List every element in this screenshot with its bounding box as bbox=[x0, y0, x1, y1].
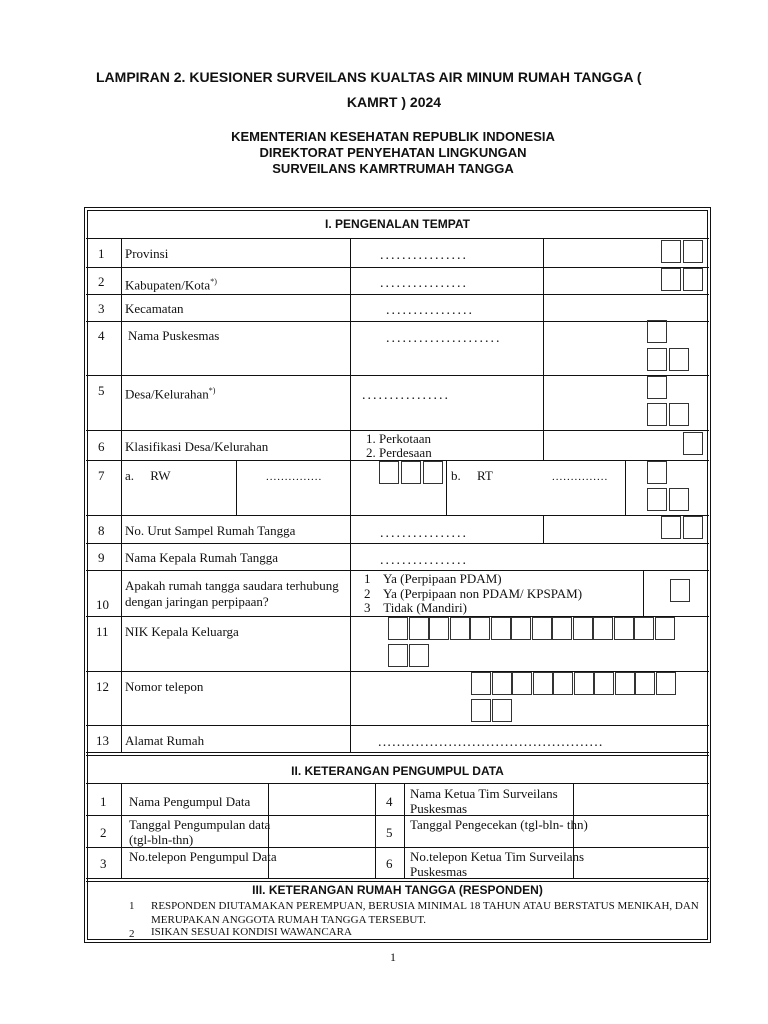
digit-box[interactable] bbox=[388, 644, 408, 667]
row-10-label-line1: Apakah rumah tangga saudara terhubung bbox=[125, 578, 339, 593]
digit-box[interactable] bbox=[593, 617, 613, 640]
s2-row-3-label: No.telepon Pengumpul Data bbox=[129, 849, 277, 864]
digit-box[interactable] bbox=[388, 617, 408, 640]
s2-row-1-number: 1 bbox=[100, 794, 107, 809]
row-7-number: 7 bbox=[98, 468, 105, 483]
code-box[interactable] bbox=[670, 579, 690, 602]
digit-box[interactable] bbox=[512, 672, 532, 695]
digit-box[interactable] bbox=[573, 617, 593, 640]
document-title-line1: LAMPIRAN 2. KUESIONER SURVEILANS KUALTAS AIR MINUM RUMAH TANGGA ( bbox=[96, 69, 642, 85]
code-box[interactable] bbox=[647, 320, 667, 343]
row-7-rt-dots[interactable]: ............... bbox=[552, 471, 609, 483]
section-3-title: III. KETERANGAN RUMAH TANGGA (RESPONDEN) bbox=[252, 883, 543, 897]
code-box[interactable] bbox=[401, 461, 421, 484]
row-2-number: 2 bbox=[98, 274, 105, 289]
s2-row-4-label-line1: Nama Ketua Tim Surveilans bbox=[410, 786, 558, 801]
row-9-label: Nama Kepala Rumah Tangga bbox=[125, 550, 278, 565]
row-5-fill-dots[interactable]: ................ bbox=[362, 388, 450, 403]
code-box[interactable] bbox=[647, 376, 667, 399]
row-9-fill-dots[interactable]: ................ bbox=[380, 553, 468, 568]
row-5-label: Desa/Kelurahan*) bbox=[125, 386, 216, 402]
row-3-number: 3 bbox=[98, 301, 105, 316]
org-line-3: SURVEILANS KAMRTRUMAH TANGGA bbox=[272, 161, 514, 176]
digit-box[interactable] bbox=[429, 617, 449, 640]
digit-box[interactable] bbox=[574, 672, 594, 695]
s2-row-6-label-line1: No.telepon Ketua Tim Surveilans bbox=[410, 849, 585, 864]
code-box[interactable] bbox=[423, 461, 443, 484]
s2-row-6-number: 6 bbox=[386, 856, 393, 871]
row-2-label: Kabupaten/Kota*) bbox=[125, 277, 217, 293]
row-12-label: Nomor telepon bbox=[125, 679, 204, 694]
digit-box[interactable] bbox=[450, 617, 470, 640]
code-box[interactable] bbox=[647, 488, 667, 511]
row-11-number: 11 bbox=[96, 624, 109, 639]
s3-note-2-number: 2 bbox=[129, 928, 135, 940]
s2-row-5-label: Tanggal Pengecekan (tgl-bln- thn) bbox=[410, 817, 588, 832]
s2-row-5-number: 5 bbox=[386, 825, 393, 840]
row-8-label: No. Urut Sampel Rumah Tangga bbox=[125, 523, 296, 538]
row-5-number: 5 bbox=[98, 383, 105, 398]
digit-box[interactable] bbox=[634, 617, 654, 640]
code-box[interactable] bbox=[683, 268, 703, 291]
code-box[interactable] bbox=[661, 240, 681, 263]
digit-box[interactable] bbox=[656, 672, 676, 695]
digit-box[interactable] bbox=[471, 699, 491, 722]
code-box[interactable] bbox=[661, 516, 681, 539]
digit-box[interactable] bbox=[655, 617, 675, 640]
row-6-label: Klasifikasi Desa/Kelurahan bbox=[125, 439, 269, 454]
row-6-option-1: 1. Perkotaan bbox=[366, 431, 431, 446]
s3-note-1-line2: MERUPAKAN ANGGOTA RUMAH TANGGA TERSEBUT. bbox=[151, 914, 426, 926]
code-box[interactable] bbox=[661, 268, 681, 291]
row-10-label-line2: dengan jaringan perpipaan? bbox=[125, 594, 269, 609]
row-4-label: Nama Puskesmas bbox=[128, 328, 220, 343]
row-10-option-2: 2 Ya (Perpipaan non PDAM/ KPSPAM) bbox=[364, 586, 583, 601]
code-box[interactable] bbox=[683, 240, 703, 263]
row-4-fill-dots[interactable]: ..................... bbox=[386, 331, 502, 346]
row-3-fill-dots[interactable]: ................ bbox=[386, 303, 474, 318]
digit-box[interactable] bbox=[553, 672, 573, 695]
row-11-label: NIK Kepala Keluarga bbox=[125, 624, 239, 639]
code-box[interactable] bbox=[683, 516, 703, 539]
digit-box[interactable] bbox=[492, 672, 512, 695]
section-1-title: I. PENGENALAN TEMPAT bbox=[325, 217, 470, 231]
row-13-number: 13 bbox=[96, 733, 109, 748]
s2-row-3-number: 3 bbox=[100, 856, 107, 871]
s2-row-6-label-line2: Puskesmas bbox=[410, 864, 468, 879]
row-13-fill-dots[interactable]: ................................................ bbox=[378, 735, 604, 750]
code-box[interactable] bbox=[669, 348, 689, 371]
s2-row-1-label: Nama Pengumpul Data bbox=[129, 794, 251, 809]
digit-box[interactable] bbox=[615, 672, 635, 695]
digit-box[interactable] bbox=[532, 617, 552, 640]
row-12-number: 12 bbox=[96, 679, 109, 694]
code-box[interactable] bbox=[379, 461, 399, 484]
row-9-number: 9 bbox=[98, 550, 105, 565]
row-10-option-3: 3 Tidak (Mandiri) bbox=[364, 600, 467, 615]
digit-box[interactable] bbox=[511, 617, 531, 640]
row-7-rw-dots[interactable]: ............... bbox=[266, 471, 323, 483]
code-box[interactable] bbox=[683, 432, 703, 455]
s3-note-2-line1: ISIKAN SESUAI KONDISI WAWANCARA bbox=[151, 926, 352, 938]
s3-note-1-number: 1 bbox=[129, 900, 135, 912]
row-8-number: 8 bbox=[98, 523, 105, 538]
digit-box[interactable] bbox=[409, 617, 429, 640]
section-2-title: II. KETERANGAN PENGUMPUL DATA bbox=[291, 764, 504, 778]
document-title-line2: KAMRT ) 2024 bbox=[346, 94, 442, 110]
s2-row-4-number: 4 bbox=[386, 794, 393, 809]
row-6-number: 6 bbox=[98, 439, 105, 454]
digit-box[interactable] bbox=[594, 672, 614, 695]
digit-box[interactable] bbox=[471, 672, 491, 695]
digit-box[interactable] bbox=[491, 617, 511, 640]
s3-note-1-line1: RESPONDEN DIUTAMAKAN PEREMPUAN, BERUSIA MINIMAL 18 TAHUN ATAU BERSTATUS MENIKAH, DAN bbox=[151, 900, 699, 912]
row-7-rt-label: b. RT bbox=[451, 468, 493, 483]
row-1-fill-dots[interactable]: ................ bbox=[380, 248, 468, 263]
org-line-2: DIREKTORAT PENYEHATAN LINGKUNGAN bbox=[259, 145, 527, 160]
code-box[interactable] bbox=[669, 488, 689, 511]
digit-box[interactable] bbox=[533, 672, 553, 695]
row-13-label: Alamat Rumah bbox=[125, 733, 205, 748]
s2-row-2-number: 2 bbox=[100, 825, 107, 840]
digit-box[interactable] bbox=[635, 672, 655, 695]
org-line-1: KEMENTERIAN KESEHATAN REPUBLIK INDONESIA bbox=[231, 129, 555, 144]
row-1-number: 1 bbox=[98, 246, 105, 261]
code-box[interactable] bbox=[669, 403, 689, 426]
code-box[interactable] bbox=[647, 461, 667, 484]
digit-box[interactable] bbox=[409, 644, 429, 667]
row-10-option-1: 1 Ya (Perpipaan PDAM) bbox=[364, 571, 502, 586]
s2-row-4-label-line2: Puskesmas bbox=[410, 801, 468, 816]
row-1-label: Provinsi bbox=[125, 246, 169, 261]
row-6-option-2: 2. Perdesaan bbox=[366, 445, 432, 460]
digit-box[interactable] bbox=[614, 617, 634, 640]
row-3-label: Kecamatan bbox=[125, 301, 184, 316]
row-4-number: 4 bbox=[98, 328, 105, 343]
digit-box[interactable] bbox=[492, 699, 512, 722]
code-box[interactable] bbox=[647, 348, 667, 371]
code-box[interactable] bbox=[647, 403, 667, 426]
row-2-fill-dots[interactable]: ................ bbox=[380, 276, 468, 291]
row-7-rw-label: a. RW bbox=[125, 468, 171, 483]
page-number: 1 bbox=[390, 950, 396, 964]
row-8-fill-dots[interactable]: ................ bbox=[380, 526, 468, 541]
row-10-number: 10 bbox=[96, 597, 109, 612]
digit-box[interactable] bbox=[470, 617, 490, 640]
s2-row-2-label-line2: (tgl-bln-thn) bbox=[129, 832, 194, 847]
digit-box[interactable] bbox=[552, 617, 572, 640]
s2-row-2-label-line1: Tanggal Pengumpulan data bbox=[129, 817, 271, 832]
